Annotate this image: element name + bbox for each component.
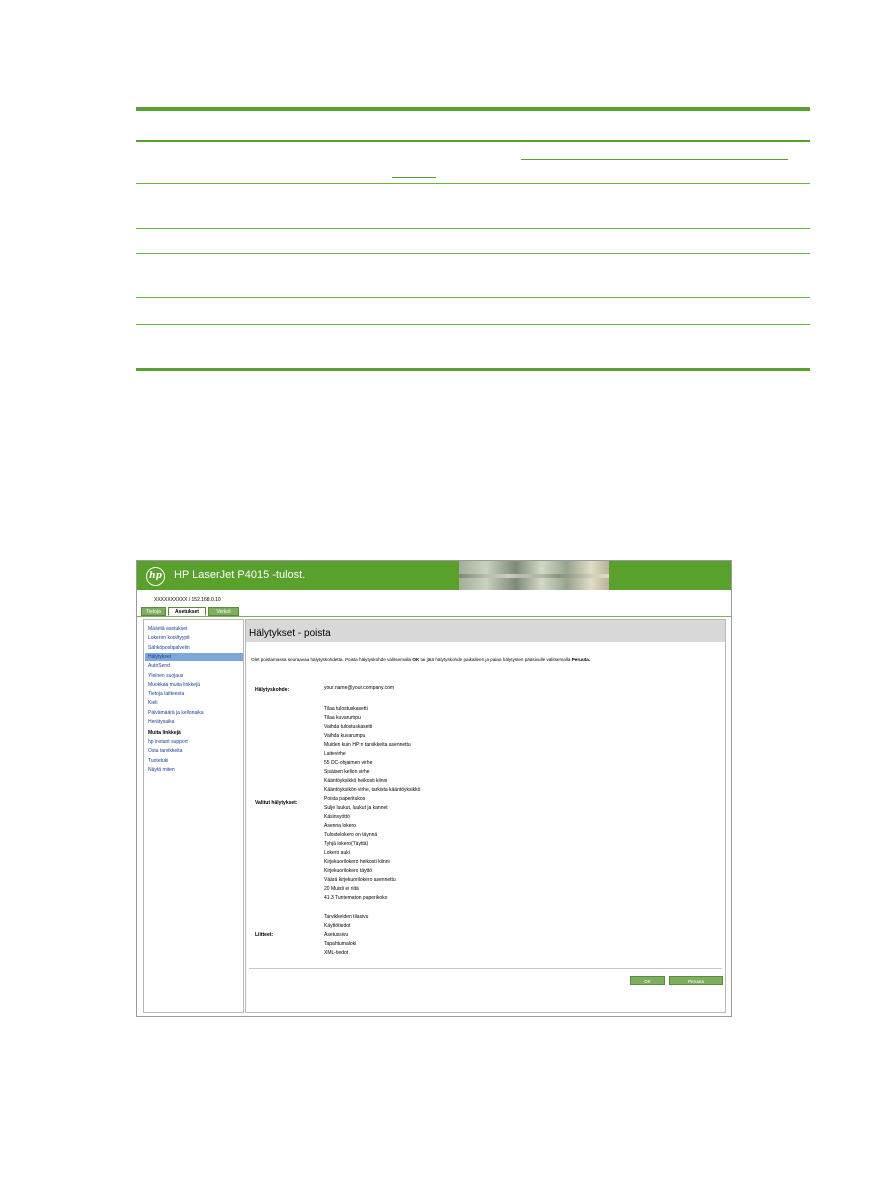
page-header [246,620,725,642]
alert-item: Käsinsyöttö [324,814,350,820]
intro-text [251,657,590,662]
recipient-value: your.name@your.company.com [324,685,395,691]
sidebar-link-instant-support[interactable]: hp instant support [148,739,188,745]
sidebar-item-tray-sizes[interactable]: Lokeron kooi/tyypit [148,635,190,641]
alert-item: Kääntöyksikön virhe, tarkista kääntöyksikkö [324,787,421,793]
alert-item: Sulje luukut, luukut ja kannet [324,805,388,811]
selected-alerts-label: Valitut hälytykset: [255,800,298,806]
alert-item: Kääntöyksikkö heikosti kiinni [324,778,388,784]
cancel-button[interactable]: Peruuta [669,976,723,985]
table-row-divider [136,228,810,229]
alert-item: Poista paperitukos [324,796,366,802]
alert-item: 20 Muisti ei riitä [324,886,359,892]
alert-item: Tulostelokero on täynnä [324,832,378,838]
table-top-rule [136,107,810,111]
alert-item: Kirjekuorilokero täyttö [324,868,373,874]
sidebar [143,619,244,1013]
sidebar-item-device-info[interactable]: Tietoja laitteesta [148,691,185,697]
intro-cancel: Peruuta. [571,657,591,662]
attachment-item: Käyttötiedot [324,923,351,929]
device-id: XXXXXXXXXX / 152.168.0.10 [154,597,221,603]
sidebar-item-security[interactable]: Yleinen suojaus [148,673,184,679]
attachment-item: Asetussivu [324,932,349,938]
main-panel [245,619,726,1013]
alert-item: Tilaa kuvarumpu [324,715,361,721]
alert-item: Tilaa tulostuskasetti [324,706,368,712]
table-bottom-rule [136,368,810,371]
sidebar-item-language[interactable]: Kieli [148,700,158,706]
tab-asetukset[interactable]: Asetukset [168,607,206,616]
attachment-item: XML-tiedot [324,950,349,956]
alert-item: Väärä kirjekuorilokero asennettu [324,877,396,883]
table-row-divider [136,324,810,325]
ews-screenshot [136,560,732,1017]
alert-item: Laitevirhe [324,751,346,757]
hp-logo: hp [146,567,165,586]
sidebar-item-alerts[interactable]: Hälytykset [148,654,172,660]
sidebar-link-order-supplies[interactable]: Osta tarvikkeita [148,748,183,754]
alert-item: Lokero auki [324,850,350,856]
ok-button[interactable]: OK [630,976,665,985]
attachment-item: Tapahtumaloki [324,941,357,947]
alert-item: 55 DC-ohjaimen virhe [324,760,373,766]
sidebar-link-show-me-how[interactable]: Näytä miten [148,767,175,773]
sidebar-link-product-support[interactable]: Tuotetuki [148,758,169,764]
alert-item: Vaihda kuvarumpu [324,733,366,739]
alert-item: Asenna lokero [324,823,356,829]
sidebar-item-wake-time[interactable]: Herätysaika [148,719,175,725]
alert-item: Tyhjä lokero(Täyttä) [324,841,369,847]
attachment-item: Tarvikkeiden tilasivu [324,914,369,920]
link-underline[interactable] [521,159,788,160]
sidebar-item-autosend[interactable]: AutoSend [148,663,170,669]
alert-item: Vaihda tulostuskasetti [324,724,373,730]
attachments-label: Liitteet: [255,932,274,938]
document-table [136,107,810,373]
alert-item: Muiden kuin HP:n tarvikkeita asennettu [324,742,411,748]
recipient-label: Hälytyskohde: [255,687,290,693]
table-row-divider [136,297,810,298]
intro-part: tai jätä hälytyskohde paikalleen ja palaa hälytysten pääsivulle valitsemalla [419,657,572,662]
tab-verkot[interactable]: Verkot [208,607,239,616]
table-header-rule [136,140,810,142]
intro-part: Olet poistamassa seuraavaa hälytyskohdetta. Poista hälytyskohde valitsemalla [251,657,413,662]
table-row-divider [136,253,810,254]
alert-item: Kirjekuorilokero heikosti kiinni [324,859,390,865]
link-underline[interactable] [392,177,436,178]
banner-image [459,561,609,590]
sidebar-item-edit-other-links[interactable]: Muokkaa muita linkkejä [148,682,200,688]
sidebar-item-configure[interactable]: Määritä asetukset [148,626,188,632]
page-title: Hälytykset - poista [249,628,331,639]
alert-item: 41.3 Tuntematon paperikoko [324,895,388,901]
button-separator [249,968,722,969]
intro-ok: OK [412,657,420,662]
sidebar-item-email-server[interactable]: Sähköpostipalvelin [148,645,190,651]
tab-underline [137,616,731,617]
sidebar-item-date-time[interactable]: Päivämäärä ja kellonaika [148,710,204,716]
alert-item: Sisäisen kellon virhe [324,769,370,775]
table-row-divider [136,183,810,184]
tab-tietoja[interactable]: Tietoja [141,607,166,616]
app-banner [137,561,731,590]
app-title: HP LaserJet P4015 -tulost. [174,569,306,581]
other-links-heading: Muita linkkejä [148,730,181,736]
